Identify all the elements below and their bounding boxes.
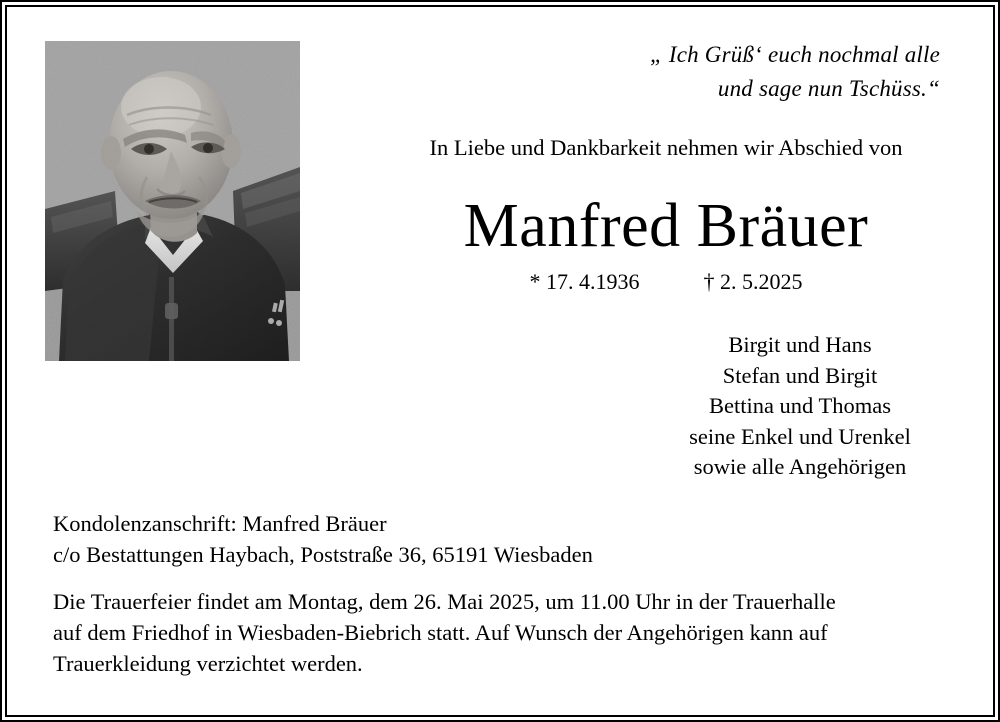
death-date: † 2. 5.2025 [703, 269, 803, 294]
condolence-address [53, 508, 853, 570]
family-line: Bettina und Thomas [708, 393, 892, 418]
funeral-line-1: Die Trauerfeier findet am Montag, dem 26. Mai 2025, um 11.00 Uhr in der Trauerhalle [53, 589, 836, 614]
outer-edge-left [0, 0, 2, 722]
memorial-quote [440, 38, 940, 106]
quote-line-1: „ Ich Grüß‘ euch nochmal alle [649, 42, 940, 67]
condolence-line-1: Kondolenzanschrift: Manfred Bräuer [53, 511, 387, 536]
funeral-line-2: auf dem Friedhof in Wiesbaden-Biebrich statt. Auf Wunsch der Angehörigen kann auf [53, 620, 828, 645]
surviving-family-list [600, 330, 1000, 483]
funeral-line-3: Trauerkleidung verzichtet werden. [53, 651, 363, 676]
family-line: Stefan und Birgit [722, 362, 878, 388]
family-line: Birgit und Hans [728, 332, 872, 357]
funeral-details [53, 586, 943, 679]
lead-sentence: In Liebe und Dankbarkeit nehmen wir Abschied von [429, 135, 903, 160]
deceased-name: Manfred Bräuer [463, 192, 869, 260]
family-line: sowie alle Angehörigen [693, 454, 907, 479]
life-dates [366, 267, 966, 297]
condolence-line-2: c/o Bestattungen Haybach, Poststraße 36, 65191 Wiesbaden [53, 542, 593, 567]
family-line: seine Enkel und Urenkel [689, 423, 911, 449]
outer-edge-top [0, 0, 1000, 2]
quote-line-2: und sage nun Tschüss.“ [717, 76, 940, 101]
portrait-photo [45, 41, 300, 361]
birth-date: * 17. 4.1936 [529, 269, 640, 294]
